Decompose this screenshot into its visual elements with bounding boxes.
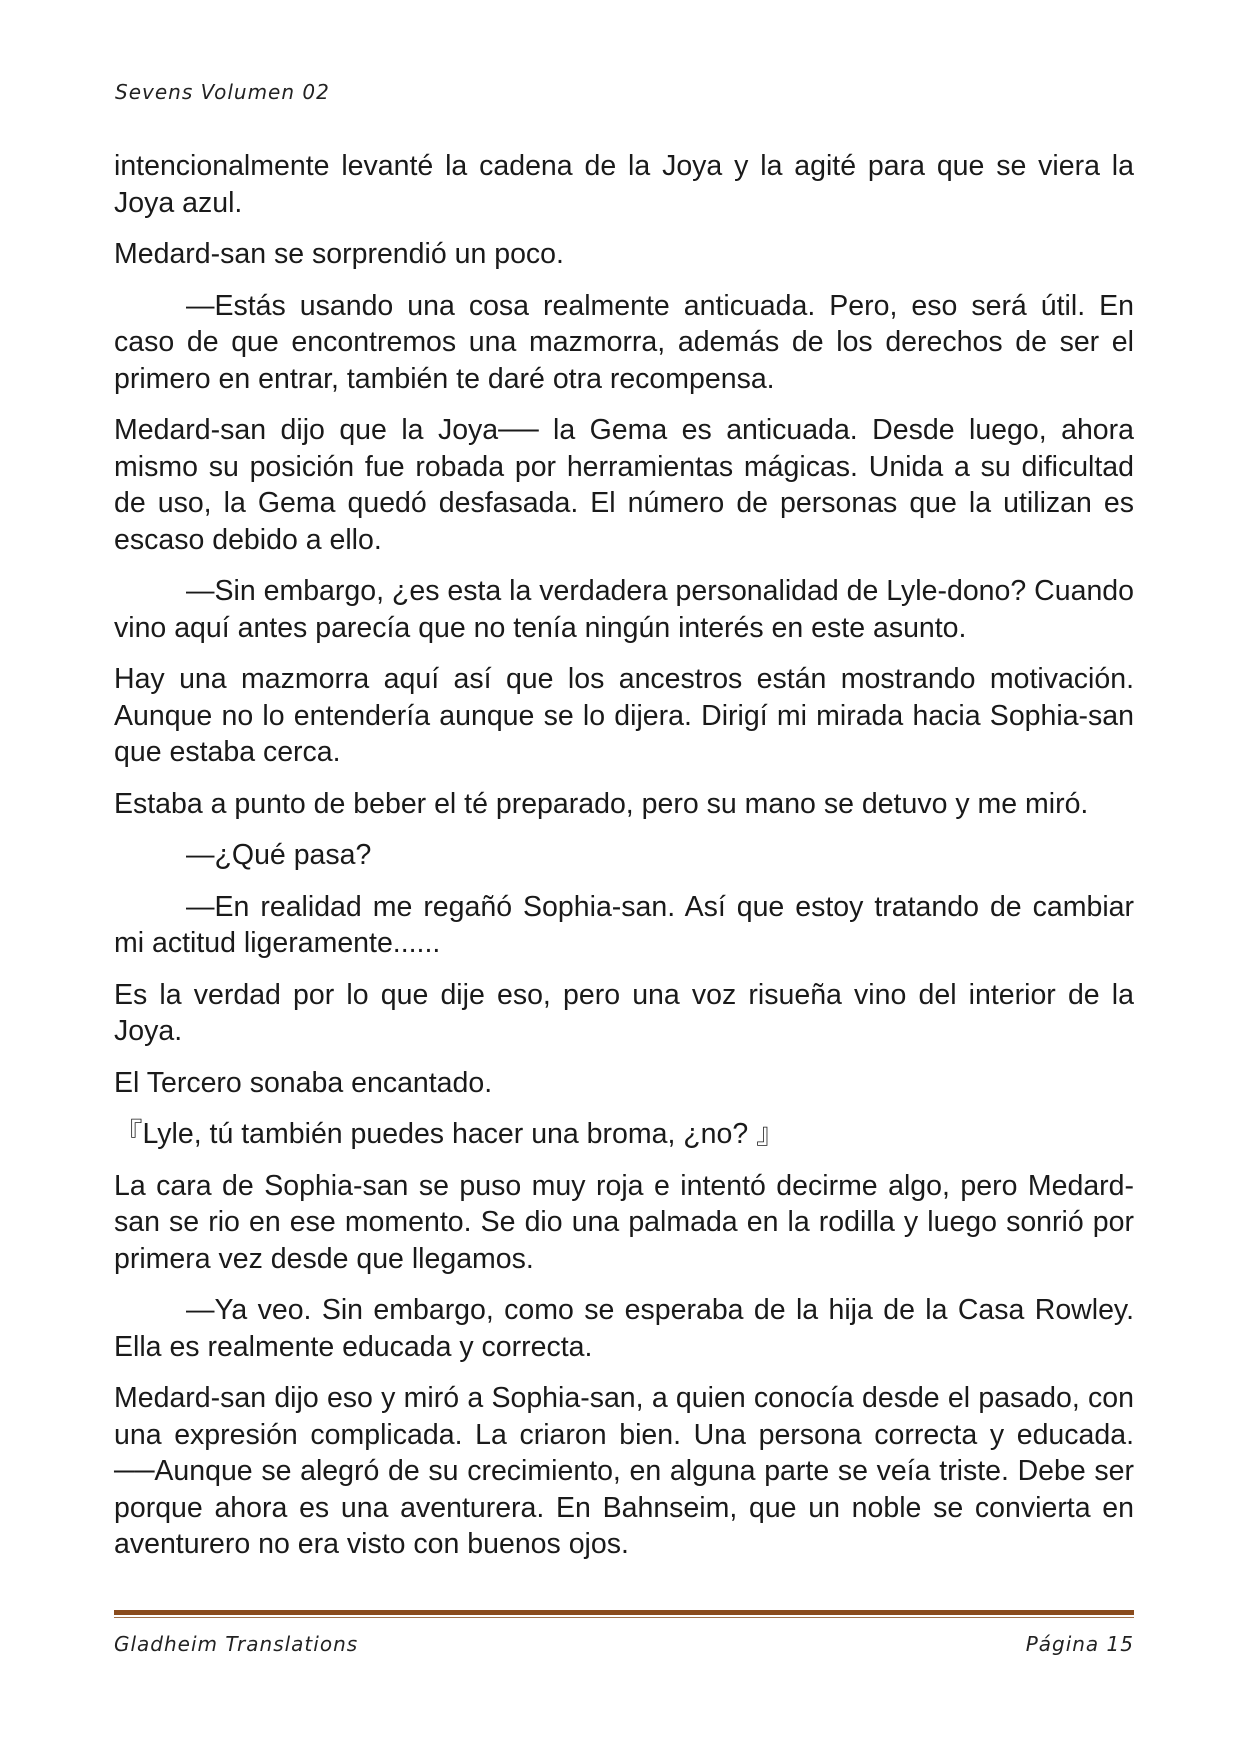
footer-page-number: Página 15 <box>1025 1632 1134 1656</box>
dialogue-paragraph: —Sin embargo, ¿es esta la verdadera personalidad de Lyle-dono? Cuando vino aquí antes parecía que no tenía ningún interés en este asunto. <box>114 575 1134 644</box>
body-text <box>114 148 1134 1578</box>
paragraph: intencionalmente levanté la cadena de la Joya y la agité para que se viera la Joya azul. <box>114 150 1134 219</box>
paragraph: Medard-san dijo eso y miró a Sophia-san, a quien conocía desde el pasado, con una expresión complicada. La criaron bien. Una persona correcta y educada. ──Aunque se alegró de su crecimiento, en alguna parte se veía triste. Debe ser porque ahora es una aventurera. En Bahnseim, que un noble se convierta en aventurero no era visto con buenos ojos. <box>114 1382 1134 1560</box>
paragraph: Medard-san se sorprendió un poco. <box>114 238 564 270</box>
telepathy-paragraph: 『Lyle, tú también puedes hacer una broma, ¿no? 』 <box>114 1118 785 1150</box>
dialogue-paragraph: —¿Qué pasa? <box>186 839 372 871</box>
footer-divider-thick <box>114 1610 1134 1615</box>
paragraph: Hay una mazmorra aquí así que los ancestros están mostrando motivación. Aunque no lo entendería aunque se lo dijera. Dirigí mi mirada hacia Sophia-san que estaba cerca. <box>114 663 1134 768</box>
dialogue-paragraph: —Estás usando una cosa realmente anticuada. Pero, eso será útil. En caso de que encontremos una mazmorra, además de los derechos de ser el primero en entrar, también te daré otra recompensa. <box>114 289 1134 395</box>
paragraph: La cara de Sophia-san se puso muy roja e intentó decirme algo, pero Medard-san se rio en ese momento. Se dio una palmada en la rodilla y luego sonrió por primera vez desde que llegamos. <box>114 1169 1134 1275</box>
footer-divider <box>114 1610 1134 1618</box>
paragraph: El Tercero sonaba encantado. <box>114 1066 493 1099</box>
dialogue-paragraph: —En realidad me regañó Sophia-san. Así que estoy tratando de cambiar mi actitud ligeramente...... <box>114 890 1134 959</box>
paragraph: Estaba a punto de beber el té preparado, pero su mano se detuvo y me miró. <box>114 787 1089 820</box>
paragraph: Medard-san dijo que la Joya── la Gema es anticuada. Desde luego, ahora mismo su posición fue robada por herramientas mágicas. Unida a su dificultad de uso, la Gema quedó desfasada. El número de personas que la utilizan es escaso debido a ello. <box>114 414 1134 556</box>
running-header-title: Sevens Volumen 02 <box>115 80 330 104</box>
footer-divider-thin <box>114 1617 1134 1618</box>
paragraph: Es la verdad por lo que dije eso, pero una voz risueña vino del interior de la Joya. <box>114 978 1134 1047</box>
dialogue-paragraph: —Ya veo. Sin embargo, como se esperaba de la hija de la Casa Rowley. Ella es realmente educada y correcta. <box>114 1294 1134 1363</box>
footer-publisher: Gladheim Translations <box>114 1632 359 1656</box>
